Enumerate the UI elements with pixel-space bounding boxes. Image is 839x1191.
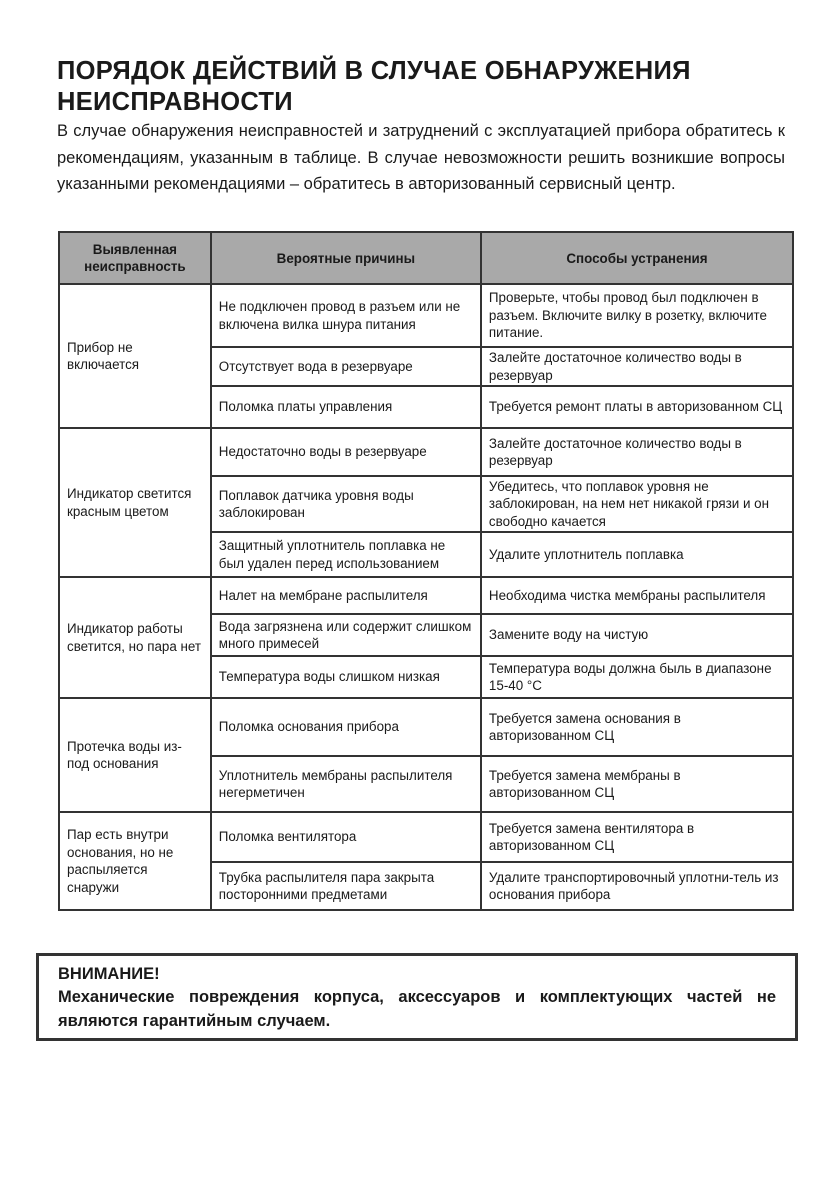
solution-cell: Удалите уплотнитель поплавка [481, 532, 793, 577]
table-row [59, 428, 793, 476]
table-row [59, 698, 793, 756]
page-title: ПОРЯДОК ДЕЙСТВИЙ В СЛУЧАЕ ОБНАРУЖЕНИЯ НЕИСПРАВНОСТИ [57, 57, 691, 116]
warning-title: ВНИМАНИЕ! [58, 965, 160, 983]
cause-cell: Трубка распылителя пара закрыта посторонними предметами [211, 862, 481, 910]
header-solutions: Способы устранения [481, 232, 793, 284]
warning-text: Механические повреждения корпуса, аксессуаров и комплектующих частей не являются гарантийным случаем. [58, 988, 776, 1030]
problem-cell: Индикатор работы светится, но пара нет [59, 577, 211, 698]
cause-cell: Вода загрязнена или содержит слишком много примесей [211, 614, 481, 656]
cause-cell: Налет на мембране распылителя [211, 577, 481, 614]
problem-cell: Прибор не включается [59, 284, 211, 428]
cause-cell: Поломка основания прибора [211, 698, 481, 756]
solution-cell: Необходима чистка мембраны распылителя [481, 577, 793, 614]
table-row [59, 577, 793, 614]
solution-cell: Залейте достаточное количество воды в резервуар [481, 347, 793, 386]
cause-cell: Поломка платы управления [211, 386, 481, 428]
solution-cell: Убедитесь, что поплавок уровня не заблокирован, на нем нет никакой грязи и он свободно качается [481, 476, 793, 532]
cause-cell: Поломка вентилятора [211, 812, 481, 862]
solution-cell: Требуется замена мембраны в авторизованном СЦ [481, 756, 793, 812]
solution-cell: Требуется замена вентилятора в авторизованном СЦ [481, 812, 793, 862]
cause-cell: Температура воды слишком низкая [211, 656, 481, 698]
cause-cell: Отсутствует вода в резервуаре [211, 347, 481, 386]
cause-cell: Уплотнитель мембраны распылителя негерметичен [211, 756, 481, 812]
solution-cell: Замените воду на чистую [481, 614, 793, 656]
cause-cell: Поплавок датчика уровня воды заблокирован [211, 476, 481, 532]
intro-paragraph: В случае обнаружения неисправностей и затруднений с эксплуатацией прибора обратитесь к рекомендациям, указанным в таблице. В случае невозможности решить возникшие вопросы указанными рекомендациями – обратитесь в авторизованный сервисный центр. [57, 122, 785, 193]
cause-cell: Защитный уплотнитель поплавка не был удален перед использованием [211, 532, 481, 577]
cause-cell: Не подключен провод в разъем или не включена вилка шнура питания [211, 284, 481, 347]
solution-cell: Требуется ремонт платы в авторизованном СЦ [481, 386, 793, 428]
troubleshooting-table [58, 231, 794, 911]
solution-cell: Залейте достаточное количество воды в резервуар [481, 428, 793, 476]
warning-box [36, 953, 798, 1041]
table-row [59, 284, 793, 347]
header-causes: Вероятные причины [211, 232, 481, 284]
solution-cell: Проверьте, чтобы провод был подключен в разъем. Включите вилку в розетку, включите питание. [481, 284, 793, 347]
problem-cell: Протечка воды из-под основания [59, 698, 211, 812]
problem-cell: Пар есть внутри основания, но не распыляется снаружи [59, 812, 211, 910]
solution-cell: Удалите транспортировочный уплотни-тель из основания прибора [481, 862, 793, 910]
problem-cell: Индикатор светится красным цветом [59, 428, 211, 577]
table-row [59, 812, 793, 862]
cause-cell: Недостаточно воды в резервуаре [211, 428, 481, 476]
table-header-row [59, 232, 793, 284]
header-problem: Выявленная неисправность [59, 232, 211, 284]
solution-cell: Требуется замена основания в авторизованном СЦ [481, 698, 793, 756]
solution-cell: Температура воды должна быль в диапазоне 15-40 °C [481, 656, 793, 698]
